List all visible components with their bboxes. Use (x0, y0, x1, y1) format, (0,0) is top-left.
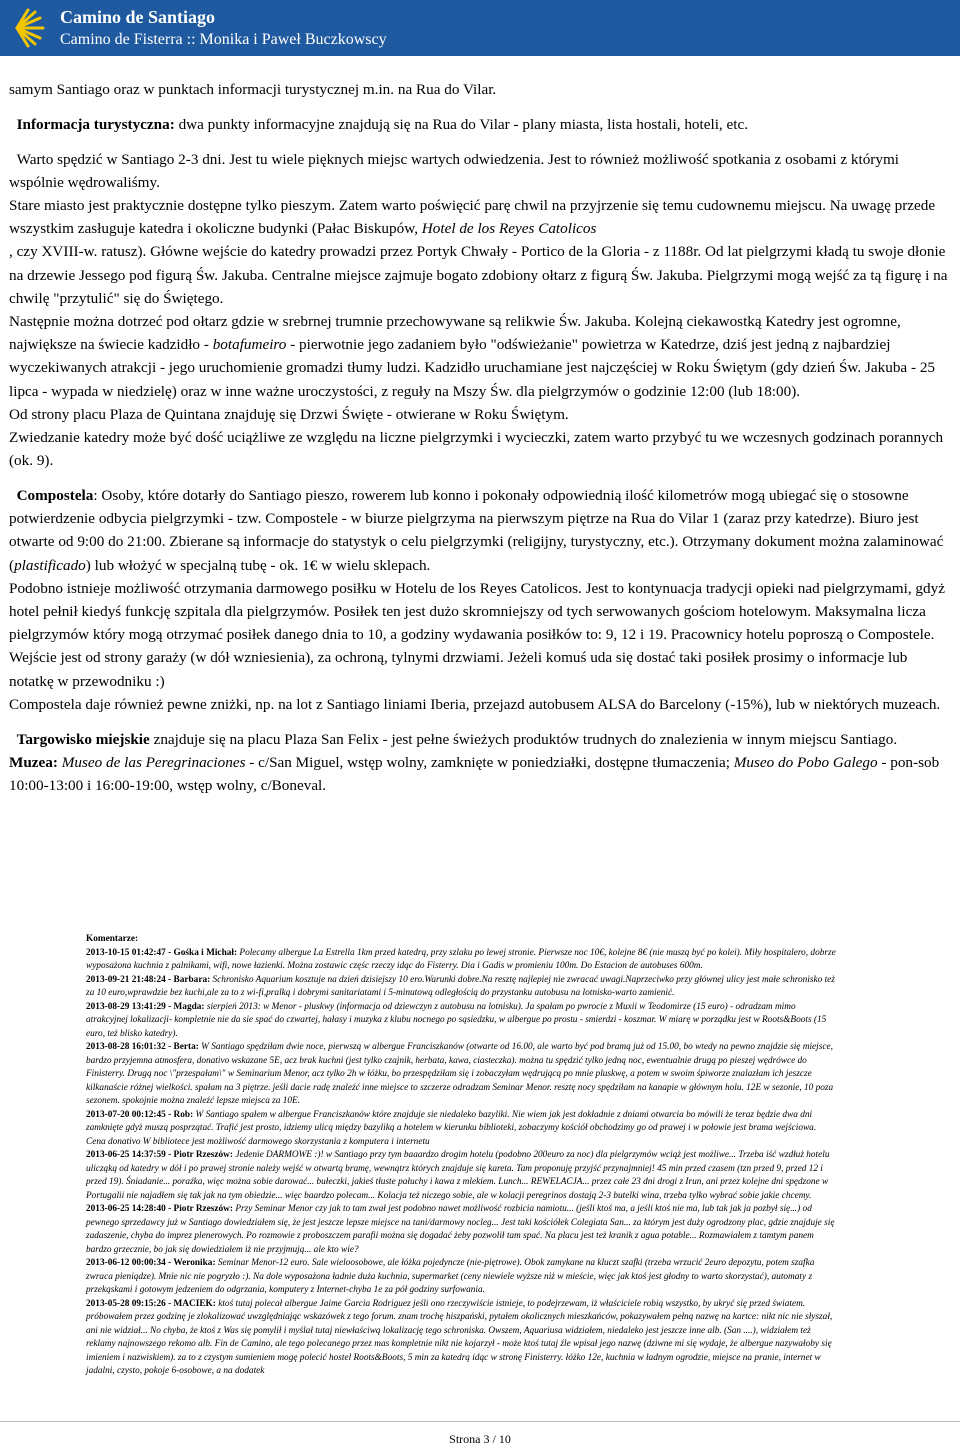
comment (86, 1109, 836, 1150)
comment (86, 974, 836, 1001)
site-title[interactable]: Camino de Santiago (60, 7, 216, 27)
comment (86, 1203, 836, 1257)
museum-name: Museo do Pobo Galego (733, 753, 878, 771)
comments-heading: Komentarze: (86, 934, 139, 944)
comment-meta: 2013-06-25 14:28:40 - Piotr Rzeszów: (86, 1204, 233, 1214)
text: - pon-sob 10:00-13:00 i 16:00-19:00, wstęp wolny, c/Boneval. (9, 753, 940, 795)
paragraph (9, 194, 951, 240)
term-plastificado: plastificado (14, 556, 86, 574)
term-botafumeiro: botafumeiro (212, 336, 287, 354)
scallop-shell-icon (8, 6, 52, 50)
comment-meta: 2013-06-25 14:37:59 - Piotr Rzeszów: (86, 1150, 233, 1160)
paragraph: Zwiedzanie katedry może być dość uciążliwe ze względu na liczne pielgrzymki i wycieczki, zatem warto przybyć tu we wczesnych godzinach porannych (ok. 9). (9, 429, 944, 470)
paragraph-museums (9, 751, 951, 797)
article-body (9, 78, 951, 797)
comment-text: Polecamy albergue La Estrella 1km przed katedrą, przy szlaku po lewej stronie. Pierwsze noc 10€, kolejne 8€ (nie muszą być po kolei). Miły hospitalero, dobrze wyposażona kuchnia z palnikami, wifi, nowe łazienki. Można zostawic częśc rzeczy idąc do Fisterry. Dia i Gadis w promieniu 100m. Do Estacion de autobuses 600m. (86, 947, 836, 971)
text: ) lub włożyć w specjalną tubę - ok. 1€ w wielu sklepach. (85, 556, 431, 574)
comment-meta: 2013-06-12 00:00:34 - Weronika: (86, 1258, 216, 1268)
label-museums: Muzea: (9, 753, 58, 771)
comment (86, 1298, 836, 1379)
comment-meta: 2013-08-29 13:41:29 - Magda: (86, 1001, 205, 1012)
text: Następnie można dotrzeć pod ołtarz gdzie w srebrnej trumnie przechowywane są relikwie Św. Jakuba. Kolejną ciekawostką Katedry jest ogromne, największe na świecie kadzidło - (9, 313, 901, 354)
comment-text: ktoś tutaj polecał albergue Jaime Garcia Rodriguez jeśli ono rzeczywiście istnieje, to podejrzewam, iż właściciele robią wszystko, by ukryć się przed światem. próbowałem przez godzinę je zlokalizować uwzględniając wskazówek z tego forum. znam trochę hiszpański, pytałem okolicznych mieszkańców, pokazywałem pełną nazwę na kartce: nikt nic nie słyszał, ani nie widział... No chyba, że ktoś z Was się pomylił i myślał tutaj niewłaściwą lokalizację tego schroniska. Owszem, Aquariusa widziałem, niedaleko jest jeszcze inne alb. (San ....), widziałem też reklamy najnowszego rekomo alb. Fin de Camino, ale tego polecanego przez mas kompletnie nikt nie kojarzył - może ktoś tutaj źle wpisał jego nazwę (dziwne mi się wydaje, że albergue nazywałoby się imieniem i nazwiskiem). za to z czystym sumieniem mogę polecić hostel Roots&Boots, 5 min za katedrą idąc w stronę Finisterry. łóżko 12e, kuchnia w ładnym ogrodzie, miejsce na pranie, internet w jadalni, czysto, pokoje 6-osobowe, a na dodatek (86, 1298, 833, 1376)
page-number: Strona 3 / 10 (449, 1432, 511, 1446)
comment-meta: 2013-10-15 01:42:47 - Gośka i Michał: (86, 947, 238, 958)
paragraph: Compostela daje również pewne zniżki, np. na lot z Santiago liniami Iberia, przejazd autobusem ALSA do Barcelony (-15%), lub w niektórych muzeach. (9, 695, 941, 713)
comment (86, 1001, 836, 1042)
label-market: Targowisko miejskie (16, 730, 150, 748)
comment-meta: 2013-09-21 21:48:24 - Barbara: (86, 974, 211, 985)
paragraph-market (9, 728, 951, 751)
text: - pierwotnie jego zadaniem było "odświeżanie" powietrza w Katedrze, dziś jest jedną z najbardziej wyczekiwanych atrakcji - jego uruchomienie gromadzi tłumy ludzi. Kadzidło uruchamiane jest najczęściej w Roku Świętym (gdy dzień Św. Jakuba - 25 lipca - wypada w niedzielę) oraz w inne ważne uroczystości, z reguły na Mszy Św. dla pielgrzymów o godzinie 12:00 (lub 18:00). (9, 336, 936, 400)
paragraph: , czy XVIII-w. ratusz). Główne wejście do katedry prowadzi przez Portyk Chwały - Portico de la Gloria - z 1188r. Od lat pielgrzymi kładą tu swoje dłonie na drzewie Jessego pod figurą Św. Jakuba. Centralne miejsce zajmuje bogato zdobiony ołtarz z figurą Św. Jakuba. Pielgrzymi mogą wejść za tą figurę i na chwilę "przytulić" się do Świętego. (9, 243, 948, 307)
comment-text: Schronisko Aquarium kosztuje na dzień dzisiejszy 10 ero.Warunki dobre.Na resztę najlepiej nie zwracać uwagi.Naprzeciwko przy głównej ulicy jest małe schronisko też za 10 euro,wprawdzie bez kuchi,ale za to z wi-fi,pralką i dobrymi sanitariatami i 5-minutową odległością do przystanku autobusu na lotnisko-warto zamienić. (86, 974, 835, 998)
comments-section (86, 933, 836, 1379)
page-subtitle: Camino de Fisterra :: Monika i Paweł Buczkowscy (60, 31, 387, 48)
comment-meta: 2013-08-28 16:01:32 - Berta: (86, 1042, 199, 1052)
comment-meta: 2013-05-28 09:15:26 - MACIEK: (86, 1298, 216, 1309)
comment-text: Seminar Menor-12 euro. Sale wieloosobowe, ale łóżka pojedyncze (nie-piętrowe). Obok zamykane na kluczt szafki (trzeba wrzucić 2euro depozytu, potem szafka zwraca pieniądze). Mnie nic nie pogryzło :). Na dole wyposażona ładnie duża kuchnia, supermarket (ceny niewiele wyższe niż w mieście, więc jak ktoś jest głodny to warto skorzystać), automaty z przekąskami i gotowym jedzeniem do odgrzania, komputery z Internet-chyba 1e za pół godziny surfowania. (86, 1258, 815, 1295)
paragraph: samym Santiago oraz w punktach informacji turystycznej m.in. na Rua do Vilar. (9, 81, 497, 98)
comment (86, 1149, 836, 1203)
paragraph: Podobno istnieje możliwość otrzymania darmowego posiłku w Hotelu de los Reyes Catolicos. Jest to kontynuacja tradycji opieki nad pielgrzymami, gdyż hotel pełnił kiedyś funkcję szpitala dla pielgrzymów. Posiłek ten jest dużo skromniejszy od tych serwowanych gościom hotelowym. Maksymalna licza pielgrzymów który mogą otrzymać posiłek danego dnia to 10, a godziny wydawania posiłków to: 9, 12 i 19. Pracownicy hotelu poproszą o Compostele. Wejście jest od strony garaży (w dół wzniesienia), za ochroną, tylnymi drzwiami. Jeżeli komuś uda się dostać taki posiłek prosimy o informacje lub notatkę w przewodniku :) (9, 579, 945, 690)
text: znajduje się na placu Plaza San Felix - jest pełne świeżych produktów trudnych do znalezienia w innym miejscu Santiago. (149, 730, 898, 748)
comment-text: Jedenie DARMOWE :)! w Santiago przy tym baaardzo drogim hotelu (podobno 200euro za noc) dla pielgrzymów wciąż jest możliwe... Trzeba iść wzdłuż hotelu ulicząką od katedry w dół i po prawej stronie należy wejść w otwartą bramę, wewnątrz których znajduje się kareta. Tam proponuję przyjść przynajmniej! 45 min przed czasem (tzn przed 9, przed 12 i przed 19). Śniadanie... poraźka, więc można sobie darować... bułeczki, jakieś tłuste pałuchy i kawa z mlekiem. Lunch... REWELACJA... przez całe 23 dni drogi z Irun, ani przez kolejne dni spędzone w Portugalii nie najadłem się tak jak na tym obiedzie... więc baardzo polecam... Kolacja też niczego sobie, ale w kolacji peregrinos dostają 2-3 butelki wina, trzeba tylko wybrać sobie jakie chcemy. (86, 1150, 830, 1201)
text: dwa punkty informacyjne znajdują się na Rua do Vilar - plany miasta, lista hostali, hoteli, etc. (174, 115, 749, 133)
comment-text: W Santiago spałem w albergue Franciszkanów które znajduje sie niedaleko bazyliki. Nie wiem jak jest dokładnie z dniami otwarcia bo mówili że teraz będzie dwa dni zamknięte gdyż muszą posprzątać. Trafić jest prosto, idziemy ulicą między bazyliką a hotelem w kierunku biblioteki, zobaczymy kościół obchodzimy go od prawej i w połowie jest brama wejściowa. Cena donativo W bibliotece jest możliwość darmowego skorzystania z komputera i internetu (86, 1109, 817, 1147)
paragraph: Od strony placu Plaza de Quintana znajduję się Drzwi Święte - otwierane w Roku Świętym. (9, 405, 569, 423)
comment-text: W Santiago spędziłam dwie noce, pierwszą w albergue Franciszkanów (otwarte od 16.00, ale warto być pod bramą już od 15.00, bo wtedy na pewno znajdzie się miejsce, bardzo przyjemna atmosfera, donativo wskazane 5E, acz brak kuchni (jest tylko czajnik, herbata, kawa, ciasteczka). można tu spędzić tylko jedną noc, ewentualnie drugą po pieszej wędrówce do Finisterry. Drugą noc \"przespałam\" w Seminarium Menor, acz tylko 2h w łóżku, bo przespędziłam się i zobaczyłam wędrującą po mnie pluskwę, a potem w swoim śpiworze znalazłam ich jeszcze kilkanaście różnej wielkości. spałam na 3 piętrze. jeśli dacie radę znaleźć inne miejsce to szczerze odradzam Seminar Menor. resztę nocy spędziłam na kanapie w głównym holu. 12E w sezonie, 10 poza sezonem. spokojnie można znaleźć lepsze miejsca za 10E. (86, 1042, 834, 1106)
hotel-name: Hotel de los Reyes Catolicos (421, 220, 597, 238)
paragraph (9, 148, 951, 194)
comment (86, 1257, 836, 1298)
comment-text: sierpień 2013: w Menor - pluskwy (informacja od dziewczyn z autobusu na lotnisku). Ja spałam po pwrocie z Muxii w Teodomirze (15 euro) - odradzam mimo atrakcyjnej lokalizacji- kompletnie nie da sie spać do czwartej, hałasy i muzyka z klubu nocnego po sąsiedzku, w albergue po prostu - smierdzi - koszmar. W miarę w porządku jest w Roots&Boots (15 euro, też blisko katedry). (86, 1001, 827, 1039)
comment (86, 1041, 836, 1109)
paragraph (9, 310, 951, 403)
paragraph-tourist-info (9, 113, 951, 136)
comment-list (86, 947, 836, 1379)
text: Stare miasto jest praktycznie dostępne tylko pieszym. Zatem warto poświęcić parę chwil na przyjrzenie się temu cudownemu miejscu. Na uwagę przede wszystkim zasługuje katedra i okoliczne budynki (Pałac Biskupów, (9, 197, 936, 238)
text: - c/San Miguel, wstęp wolny, zamknięte w poniedziałki, dostępne tłumaczenia; (245, 753, 734, 771)
paragraph-compostela (9, 484, 951, 577)
label-compostela: Compostela (16, 487, 94, 505)
footer-divider (0, 1421, 960, 1422)
text: Warto spędzić w Santiago 2-3 dni. Jest tu wiele pięknych miejsc wartych odwiedzenia. Jest to również możliwość spotkania z osobami z którymi wspólnie wędrowaliśmy. (9, 150, 899, 191)
label-tourist-info: Informacja turystyczna: (16, 115, 175, 133)
page-header (0, 0, 960, 56)
comment-meta: 2013-07-20 00:12:45 - Rob: (86, 1109, 194, 1120)
museum-name: Museo de las Peregrinaciones (61, 753, 246, 771)
comment (86, 947, 836, 974)
comment-text: Przy Seminar Menor czy jak to tam zwał jest podobno nawet możliwość rozbicia namiotu... (jeśli ktoś ma, a jeśli ktoś nie ma, lub tak jak ja pozbył się...) od pewnego sprzedawcy już w Santiago dowiedziałem się, że jest jeszcze lepsze miejsce na tani/darmowy nocleg... Jest taki kościółek Colegiata San... za którym jest duży ogrodzony plac, gdzie znajduje się zadaszenie, chyba do imprez plenerowych. Po rozmowie z proboszczem parafii można się dogadać żeby pozwolił tam spać. Na placu jest też kranik z agua potable... Rozmawiałem z tamtym panem bardzo grzecznie, bo jak się dowiedziałem iż nie przyjmują... ale kto wie? (86, 1204, 835, 1255)
text: : Osoby, które dotarły do Santiago pieszo, rowerem lub konno i pokonały odpowiednią ilość kilometrów mogą ubiegać się o stosowne potwierdzenie odbycia pielgrzymki - tzw. Compostele - w biurze pielgrzyma na pierwszym piętrze na Rua do Vilar 1 (zaraz przy katedrze). Biuro jest otwarte od 9:00 do 21:00. Zbierane są informacje do statystyk o celu pielgrzymki (religijny, turystyczny, etc.). Otrzymany dokument można zalaminować ( (9, 487, 944, 574)
